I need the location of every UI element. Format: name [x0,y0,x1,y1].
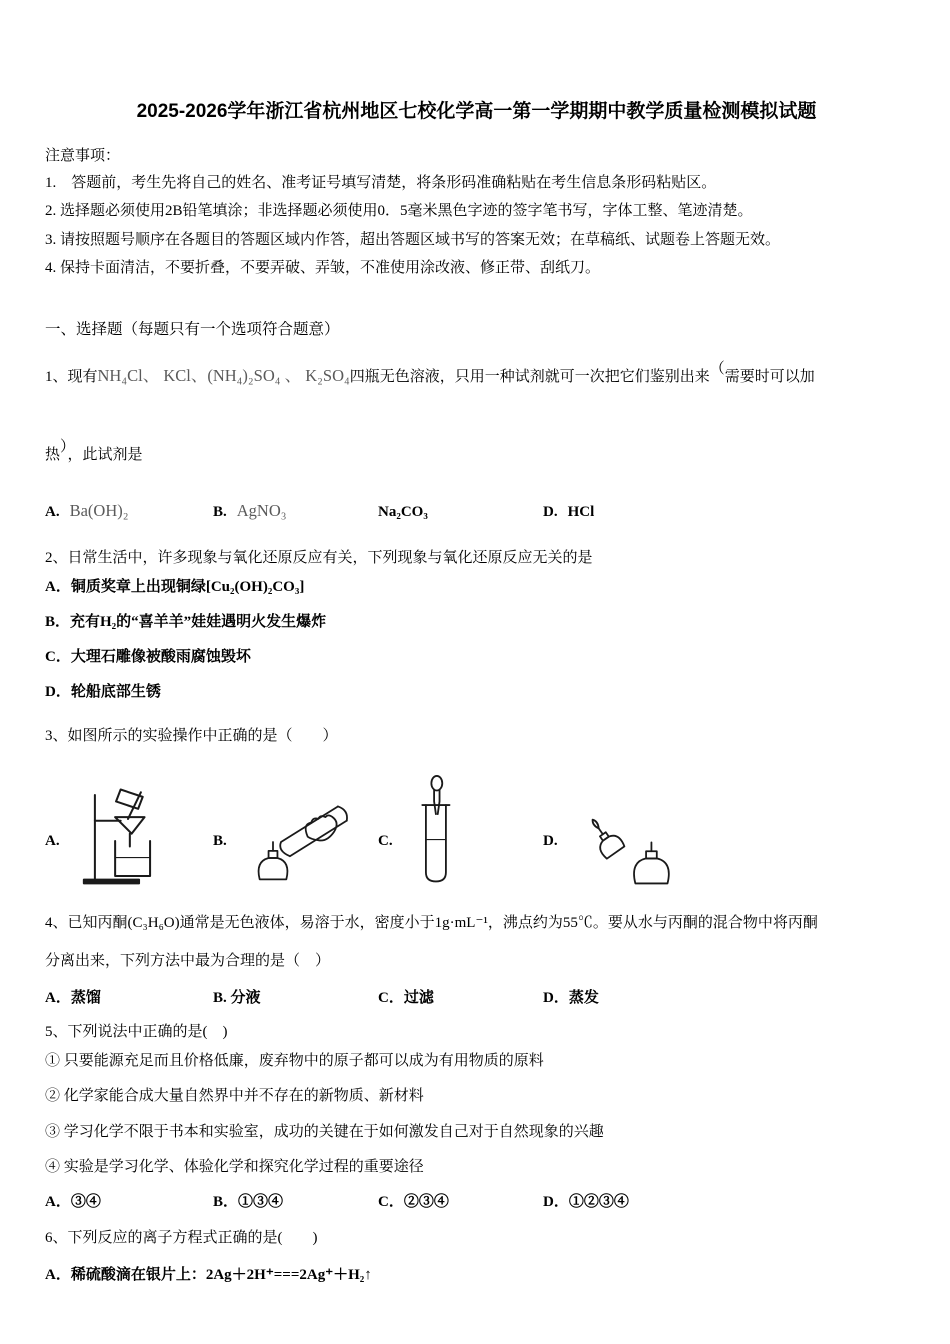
q1-option-b-formula: AgNO₃ [236,500,287,520]
alcohol-lamp-lighting-icon [580,812,680,892]
question-5-options [45,1190,908,1214]
page-title: 2025-2026学年浙江省杭州地区七校化学高一第一学期期中教学质量检测模拟试题 [136,101,817,122]
q4-option-d: D．蒸发 [543,989,599,1006]
q4-option-a: A．蒸馏 [45,989,101,1006]
q1-option-b [213,499,378,524]
q5-statement-2: ② 化学家能合成大量自然界中并不存在的新物质、新材料 [45,1088,424,1105]
q1-option-a [45,499,213,524]
q5-option-a: A．③④ [45,1193,101,1210]
q5-statement-1: ① 只要能源充足而且价格低廉，废弃物中的原子都可以成为有用物质的原料 [45,1052,544,1069]
q5-statement-4: ④ 实验是学习化学、体验化学和探究化学过程的重要途径 [45,1159,424,1176]
q3-option-d [543,812,908,892]
section-header-choice-questions: 一、选择题（每题只有一个选项符合题意） [45,320,340,338]
question-4 [45,904,908,1010]
question-1-options [45,499,908,524]
q2-option-b: B．充有H₂的“喜羊羊”娃娃遇明火发生爆炸 [45,613,327,630]
dropper-test-tube-icon [415,774,455,892]
q1-after: 四瓶无色溶液，只用一种试剂就可一次把它们鉴别出来 [349,368,710,385]
filtration-apparatus-icon [82,784,174,892]
q5-statement-3: ③ 学习化学不限于书本和实验室，成功的关键在于如何激发自己对于自然现象的兴趣 [45,1123,604,1140]
notice-item-3: 3. 请按照题号顺序在各题目的答题区域内作答，超出答题区域书写的答案无效；在草稿纸、试题卷上答题无效。 [45,231,781,248]
q6-option-a: A．稀硫酸滴在银片上：2Ag＋2H⁺===2Ag⁺＋H₂↑ [45,1266,372,1283]
q1-option-c [378,500,543,524]
q1-option-a-letter: A. [45,503,60,520]
q3-option-a [45,784,213,892]
question-3 [45,724,908,892]
q1-option-b-letter: B. [213,503,227,520]
q2-option-d: D．轮船底部生锈 [45,683,161,700]
q3-option-d-letter: D. [543,832,558,849]
question-1-stem-line1 [45,357,908,389]
notice-item-4: 4. 保持卡面清洁，不要折叠，不要弄破、弄皱，不准使用涂改液、修正带、刮纸刀。 [45,260,601,277]
q4-option-c: C．过滤 [378,989,434,1006]
q1-option-c-letter: Na₂CO₃ [378,503,428,520]
q3-option-a-letter: A. [45,832,60,849]
q1-line2-char: 热 [45,446,61,463]
q1-option-d-letter: D. [543,503,558,520]
notice-item-2: 2. 选择题必须使用2B铅笔填涂；非选择题必须使用0．5毫米黑色字迹的签字笔书写，字体工整、笔迹清楚。 [45,203,753,220]
question-6 [45,1226,908,1292]
q1-open-paren: （ [709,360,725,377]
q2-option-c: C．大理石雕像被酸雨腐蚀毁坏 [45,648,251,665]
q1-option-d-formula: HCl [567,503,595,520]
q3-option-c [378,774,543,892]
question-4-stem-line2: 分离出来，下列方法中最为合理的是（ ） [45,952,331,969]
notice-item-1: 1. 答题前，考生先将自己的姓名、准考证号填写清楚，将条形码准确粘贴在考生信息条形码粘贴区。 [45,174,717,191]
q4-option-b: B. 分液 [213,989,261,1006]
q5-option-b: B．①③④ [213,1193,284,1210]
q1-option-d [543,500,908,524]
q1-hint: 需要时可以加 [724,368,815,385]
question-5-stem: 5、下列说法中正确的是( ) [45,1023,228,1040]
question-5 [45,1020,908,1214]
question-2 [45,546,908,710]
q1-close-paren: ） [60,438,68,455]
q5-option-c: C．②③④ [378,1193,449,1210]
pouring-into-alcohol-lamp-icon [249,797,361,892]
q3-option-c-letter: C. [378,832,393,849]
q5-option-d: D．①②③④ [543,1193,629,1210]
q3-option-b-letter: B. [213,832,227,849]
notice-header: 注意事项： [45,147,121,164]
q2-option-a: A．铜质奖章上出现铜绿[Cu₂(OH)₂CO₃] [45,578,305,595]
question-1 [45,357,908,524]
question-3-images [45,756,908,892]
q1-option-a-formula: Ba(OH)₂ [69,500,129,520]
question-1-stem-line2 [45,435,908,467]
question-6-stem: 6、下列反应的离子方程式正确的是( ) [45,1229,318,1246]
q3-option-b [213,797,378,892]
question-2-stem: 2、日常生活中，许多现象与氧化还原反应有关，下列现象与氧化还原反应无关的是 [45,549,593,566]
question-3-stem: 3、如图所示的实验操作中正确的是（ ） [45,727,338,744]
q1-chemical-formulas: NH₄Cl、 KCl、(NH₄)₂SO₄ 、 K₂SO₄ [97,365,350,385]
q1-lead: 1、现有 [45,368,98,385]
question-4-stem-line1: 4、已知丙酮(C₃H₆O)通常是无色液体，易溶于水，密度小于1g·mL⁻¹，沸点约为55℃。要从水与丙酮的混合物中将丙酮 [45,914,818,931]
q1-line2-rest: ，此试剂是 [67,446,143,463]
question-4-options [45,986,908,1010]
